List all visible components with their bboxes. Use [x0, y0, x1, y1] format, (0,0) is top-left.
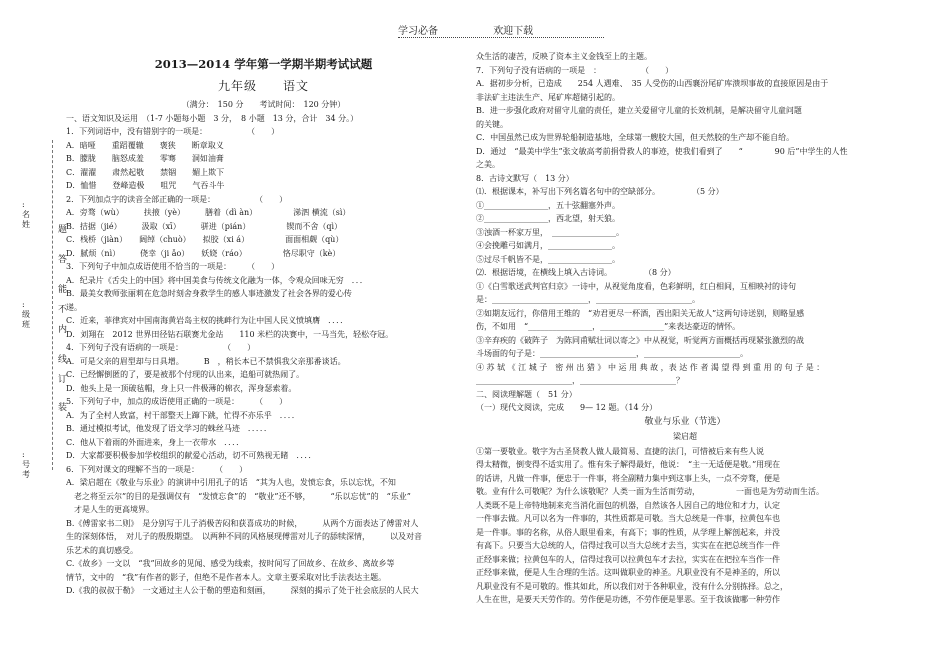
- text-line: C.《故乡》一文以 “我”回故乡的见闻、感受为线索，按时间写了回故乡、在故乡、离故乡等: [66, 559, 395, 568]
- left-lines: [66, 112, 461, 598]
- text-line: B．通过模拟考试，他发现了语文学习的蛛丝马迹 ．．．．．: [66, 424, 272, 433]
- text-line: 一、语文知识及运用 （1-7 小题每小题 3 分， 8 小题 13 分，合计 34 分。）: [66, 113, 359, 123]
- text-line: A．旁骛（wù） 扶掖（yè） 膳着（dì àn） 涕泗 横流（sì）: [66, 208, 351, 217]
- text-line: 1．下列词语中，没有错别字的一项是： （ ）: [66, 127, 280, 136]
- text-line: 的关键。: [476, 119, 508, 129]
- text-line: 生的深刻体悟， 对儿子的殷殷期望。 以两种不同的风格展现傅雷对儿子的舔犊深情， 以及对音: [66, 532, 422, 541]
- seal-char: 线: [58, 355, 68, 365]
- seal-char: 不: [58, 305, 68, 315]
- text-line: 是：________________________，________________________。: [476, 295, 700, 304]
- text-line: 之美。: [476, 160, 500, 169]
- left-column: [66, 48, 461, 598]
- text-line: ⑤过尽千帆皆不是，________________。: [476, 254, 620, 264]
- text-line: 的话讲，凡做一件事，便忠于一件事，将全副精力集中到这事上头，一点不旁骛，便是: [476, 473, 780, 483]
- text-line: 敬。业有什么可敬呢？为什么该敬呢？人类一面为生活而劳动， 一面也是为劳动而生活。: [476, 487, 824, 496]
- essay-title: 敬业与乐业（节选）: [644, 416, 726, 427]
- side-label-name: : 名 姓: [22, 200, 30, 229]
- text-line: ②________________，西北望，射天狼。: [476, 214, 620, 223]
- text-line: ①________________，五十弦翻塞外声。: [476, 200, 620, 210]
- text-line: 3．下列句子中加点成语使用不恰当的一项是： （ ）: [66, 262, 280, 271]
- text-line: 乐艺术的真切感受。: [66, 545, 138, 555]
- text-line: D．大家都要积极参加学校组织的献爱心活动，切不可熟视无睹 ．．．．: [66, 451, 317, 460]
- side-label-number: : 号 考: [22, 450, 30, 479]
- text-line: 正经事来做；拉黄包车的人，信得过我可以拉黄包车才去拉，实实在在把拉车当作一件: [476, 554, 780, 564]
- text-line: 正经事来做，便是人生合理的生活。这叫做职业的神圣。凡职业没有不是神圣的，所以: [476, 568, 780, 577]
- text-line: C．他从下着雨的外面进来，身上一衣带水 ．．．．: [66, 437, 245, 447]
- text-line: 非法矿主违法生产、尾矿库超储引起的。: [476, 92, 620, 102]
- text-line: B．最美女教师张丽莉在危急时刻舍身救学生的感人事迹激发了社会各界的爱心传: [66, 289, 352, 298]
- seal-char: 装: [58, 403, 68, 413]
- text-line: C．濯濯 肃然起敬 禁锢 媚上欺下: [66, 167, 225, 177]
- text-line: A．纪录片《舌尖上的中国》将中国美食与传统文化融为一体，令观众回味无穷 ．．．: [66, 275, 368, 285]
- text-line: C．已经懈倒匿的了，要是被那个付现的认出来，追船可就热闹了。: [66, 370, 305, 379]
- text-line: ①《白雪歌送武判官归京》一诗中，从视觉角度看，色彩鲜明，红白相间，互相映衬的诗句: [476, 281, 796, 291]
- seal-char: 订: [58, 375, 68, 385]
- text-line: 递。: [66, 302, 82, 312]
- text-line: 人生在世，是要天天劳作的。劳作便是功德，不劳作便是罪恶。至于我该做哪一种劳作: [476, 595, 780, 604]
- text-line: 才是人生的更高境界。: [66, 505, 154, 514]
- text-line: ①第一要敬业。敬字为古圣贤教人做人最简易、直捷的法门，可惜被后来有些人说: [476, 446, 764, 456]
- text-line: 众生活的凄苦，反映了资本主义金钱至上的主题。: [476, 52, 652, 61]
- text-line: 二、阅读理解题（ 51 分）: [476, 389, 577, 399]
- text-line: D．通过 “最美中学生”张文敏高考前捐骨救人的事迹，使我们看到了 “ 90 后”中学生的人性: [476, 146, 848, 156]
- side-label-class: : 级 班: [22, 300, 30, 329]
- text-line: 情节，文中的 “我”有作者的影子，但绝不是作者本人。文章主要采取对比手法表达主题。: [66, 572, 387, 582]
- text-line: ④ 苏 轼 《 江 城 子 密 州 出 猎 》 中 运 用 典 故 ，表 达 作 者 渴 望 得 到 重 用 的 句 子 是 ：: [476, 362, 825, 372]
- text-line: ________________________，________________________？: [476, 376, 684, 385]
- text-line: （一）现代文阅读，完成 9— 12 题。（14 分）: [476, 403, 658, 412]
- text-line: B.《傅雷家书二则》 是分别写于儿子消极苦闷和获喜成功的时候， 从两个方面表达了傅雷对人: [66, 518, 419, 528]
- text-line: 一件事去做。凡可以名为一件事的，其性质都是可敬。当大总统是一件事，拉黄包车也: [476, 514, 780, 523]
- text-line: 4．下列句子没有语病的一项是： （ ）: [66, 343, 256, 352]
- text-line: A．据初步分析，已造成 254 人遇难、 35 人受伤的山西襄汾尾矿库溃坝事故的直接原因是由于: [476, 79, 829, 88]
- exam-subtitle: 九年级 语文: [217, 78, 309, 93]
- text-line: A．为了全村人致富，村干部整天上蹿下跳，忙得不亦乐乎 ．．．．: [66, 410, 300, 420]
- text-line: D．他头上是一顶破毡帽，身上只一件极薄的棉衣，浑身瑟索着。: [66, 383, 297, 393]
- text-line: 2．下列加点字的读音全部正确的一项是： （ ）: [66, 194, 288, 204]
- text-line: A．梁启超在《敬业与乐业》的演讲中引用孔子的话 “其为人也，发愤忘食，乐以忘忧，不知: [66, 478, 396, 487]
- text-line: 得太精微，倒变得不适实用了。惟有朱子解得最好，他说： “主一无适便是敬。”用现在: [476, 460, 781, 469]
- text-line: 伤，不如用 “________________，________________”来表达豪迈的情怀。: [476, 322, 741, 331]
- text-line: C．中国虽然已成为世界轮船制造基地，全球第一艘胶大国，但天然胶的生产却不能自给。: [476, 133, 795, 142]
- text-line: ③浊酒一杯家万里， ________________。: [476, 227, 624, 237]
- text-line: 是一件事。事的名称，从俗人眼里看来，有高下；事的性质，从学理上解剖起来，并没: [476, 527, 780, 537]
- text-line: C．近来，菲律宾对中国南海黄岩岛主权的挑衅行为让中国人民义愤填膺 ．．．．: [66, 316, 349, 325]
- text-line: 凡职业没有不是可敬的。惟其如此，所以我们对于各种职业，没有什么分别拣择。总之，: [476, 581, 788, 591]
- text-line: D．恤惜 登峰造极 咀咒 气吞斗牛: [66, 181, 225, 190]
- text-line: ②如期友远行，你借用王维的 “劝君更尽一杯酒，西出阳关无故人”这两句诗送别，则略显感: [476, 308, 805, 318]
- text-line: D．腻烦（nì） 侥幸（ji ǎo） 妖娆（ráo） 恪尽职守（kè）: [66, 248, 341, 258]
- text-line: 斗场面的句子是：________________________，________________________。: [476, 349, 748, 358]
- text-line: ③辛弃疾的《破阵子 为陈同甫赋壮词以寄之》中从视觉，听觉两方面概括再现紧张激烈的战: [476, 335, 804, 345]
- text-line: 8．古诗文默写（ 13 分）: [476, 173, 574, 183]
- text-line: 7．下列句子没有语病的一项是 ： （ ）: [476, 65, 674, 75]
- header-rule: [398, 37, 604, 38]
- text-line: ④会挽雕弓如满月，________________。: [476, 241, 620, 250]
- text-line: ⑵．根据语境，在横线上填入古诗词。 （8 分）: [476, 268, 676, 277]
- right-lines: [476, 50, 894, 415]
- seal-char: 题: [58, 225, 68, 235]
- text-line: A．暗哑 重蹈覆辙 褒狭 断章取义: [66, 140, 224, 150]
- text-line: C．栈桥（jiàn） 阔绰（chuò） 拟胶（xi á） 面面相觑（qù）: [66, 235, 344, 244]
- text-line: D．刘翔在 2012 世界田径钻石联赛尤金站 110 米栏的决赛中，一马当先，轻松夺冠。: [66, 329, 394, 339]
- text-line: 6．下列对课文的理解不当的一项是： （ ）: [66, 464, 248, 474]
- essay-author: 梁启超: [673, 432, 697, 441]
- text-line: 人类既不是上帝特地制来充当消化面包的机器，自然该各人因自己的地位和才力，认定: [476, 500, 780, 510]
- header-right: 欢迎下载: [493, 26, 534, 37]
- text-line: B．朦胧 脑怒成羞 零骞 洞如油膏: [66, 154, 224, 163]
- seal-char: 能: [58, 285, 68, 295]
- text-line: A．可是父亲的眉型却与日具增。 B ，稍长本已不禁惧我父亲那番谈话。: [66, 356, 346, 366]
- text-line: D.《我的叔叔于勒》 一文通过主人公于勒的塑造和刻画， 深刻的揭示了处于社会底层的人民大: [66, 586, 419, 595]
- binding-line: [52, 140, 53, 470]
- text-line: 5．下列句子中，加点的成语使用正确的一项是： （ ）: [66, 397, 288, 406]
- text-line: ⑴．根据课本，补写出下列名篇名句中的空缺部分。 （5 分）: [476, 187, 724, 196]
- exam-title: 2013—2014 学年第一学期半期考试试题: [154, 57, 373, 71]
- seal-char: 答: [58, 255, 68, 265]
- exam-meta: （满分： 150 分 考试时间： 120 分钟）: [181, 100, 346, 109]
- essay-lines: [476, 445, 894, 607]
- text-line: 有高下。只要当大总统的人，信得过我可以当大总统才去当，实实在在把总统当作一件: [476, 541, 780, 550]
- page-header: [398, 22, 608, 37]
- text-line: 老之将至云尔”的目的是强调仅有 “发愤忘食”的 “敬业”还不够， “乐以忘忧”的 “乐业”: [66, 491, 411, 501]
- header-left: 学习必备: [398, 26, 438, 37]
- text-line: B．拮据（jié） 汲取（xī） 骈进（pián） 锲而不舍（qì）: [66, 221, 343, 231]
- right-column: [476, 50, 894, 607]
- seal-char: 内: [58, 325, 68, 335]
- text-line: B．进一步强化政府对留守儿童的责任，建立关爱留守儿童的长效机制，是解决留守儿童问题: [476, 106, 802, 115]
